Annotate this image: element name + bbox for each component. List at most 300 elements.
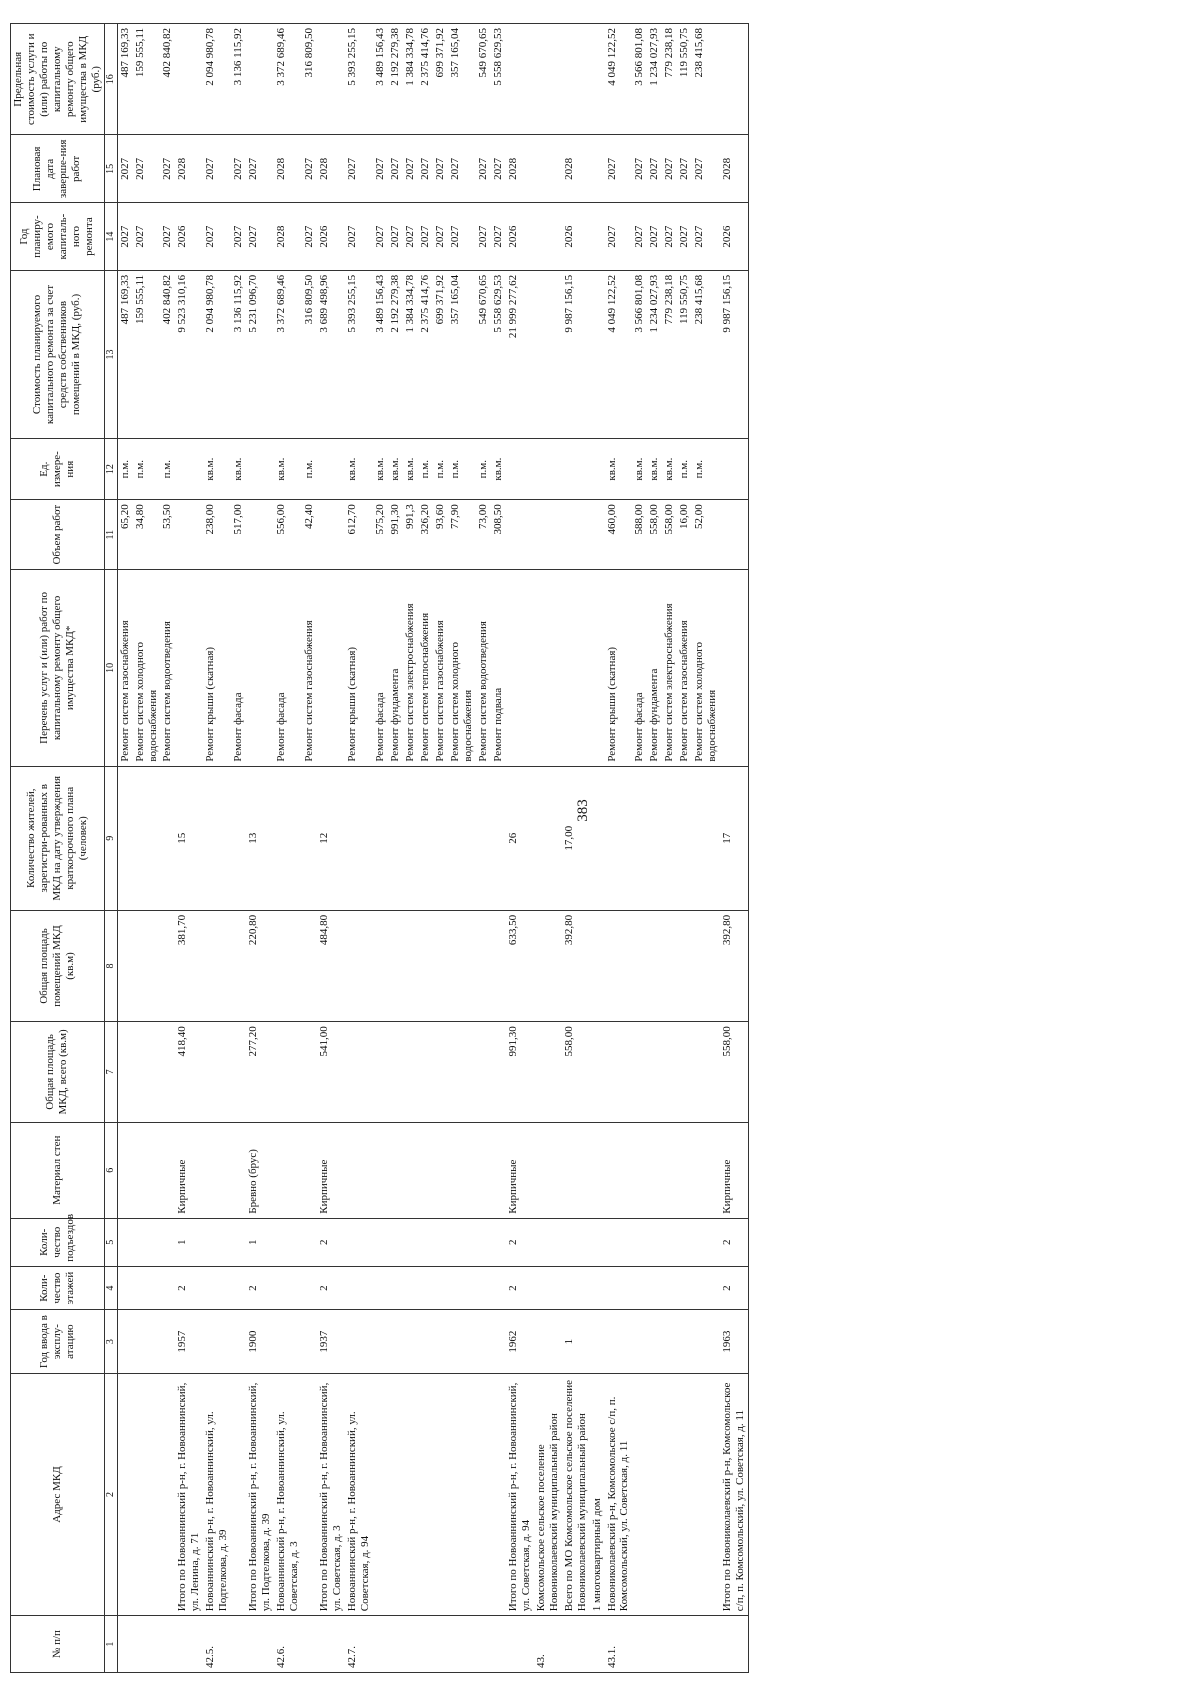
table-cell-col-13: 4 049 122,52 — [605, 270, 633, 438]
table-cell-col-9 — [534, 766, 562, 910]
column-number: 3 — [104, 1310, 117, 1373]
table-cell-col-6 — [345, 1122, 373, 1218]
table-cell-col-15: 2027 — [662, 135, 677, 203]
table-cell-col-15: 2028 — [562, 135, 590, 203]
table-cell-col-1 — [632, 1616, 647, 1673]
table-row — [476, 24, 491, 1673]
table-cell-col-13 — [534, 270, 562, 438]
table-cell-col-9 — [274, 766, 302, 910]
table-cell-col-12: п.м. — [476, 439, 491, 500]
table-cell-col-5 — [388, 1218, 403, 1266]
column-number: 13 — [104, 270, 117, 438]
table-cell-col-14 — [590, 203, 605, 271]
table-cell-col-9: 26 — [506, 766, 534, 910]
table-cell-col-1 — [133, 1616, 161, 1673]
table-cell-col-8 — [662, 910, 677, 1021]
header-cell: Адрес МКД — [11, 1373, 105, 1615]
table-cell-col-14: 2027 — [345, 203, 373, 271]
table-cell-col-5 — [302, 1218, 317, 1266]
table-cell-col-3 — [647, 1310, 662, 1373]
table-cell-col-10: Ремонт систем газоснабжения — [302, 570, 317, 767]
table-cell-col-5 — [403, 1218, 418, 1266]
table-cell-col-13: 487 169,33 — [117, 270, 132, 438]
table-cell-col-14: 2026 — [562, 203, 590, 271]
table-cell-col-14: 2027 — [160, 203, 175, 271]
table-cell-col-10: Ремонт систем газоснабжения — [433, 570, 448, 767]
table-cell-col-15: 2028 — [506, 135, 534, 203]
table-cell-col-11 — [562, 500, 590, 570]
table-cell-col-6 — [476, 1122, 491, 1218]
table-cell-col-3 — [418, 1310, 433, 1373]
table-cell-col-16 — [720, 24, 748, 136]
table-cell-col-4 — [448, 1266, 476, 1310]
table-cell-col-7 — [388, 1022, 403, 1122]
table-cell-col-5 — [692, 1218, 720, 1266]
table-cell-col-4 — [647, 1266, 662, 1310]
table-cell-col-6 — [677, 1122, 692, 1218]
table-row — [632, 24, 647, 1673]
table-cell-col-16: 2 094 980,78 — [203, 24, 231, 136]
table-cell-col-1 — [647, 1616, 662, 1673]
table-cell-col-15: 2027 — [491, 135, 506, 203]
table-cell-col-16: 5 393 255,15 — [345, 24, 373, 136]
table-cell-col-8 — [203, 910, 231, 1021]
table-cell-col-1: 42.5. — [203, 1616, 231, 1673]
table-cell-col-3: 1937 — [317, 1310, 345, 1373]
table-cell-col-16: 119 550,75 — [677, 24, 692, 136]
table-cell-col-2 — [133, 1373, 161, 1615]
table-cell-col-7 — [433, 1022, 448, 1122]
table-cell-col-7 — [231, 1022, 246, 1122]
table-cell-col-6 — [418, 1122, 433, 1218]
table-cell-col-10: Ремонт крыши (скатная) — [345, 570, 373, 767]
table-cell-col-14: 2027 — [133, 203, 161, 271]
table-row — [302, 24, 317, 1673]
table-cell-col-16: 238 415,68 — [692, 24, 720, 136]
table-cell-col-3 — [203, 1310, 231, 1373]
table-cell-col-6 — [373, 1122, 388, 1218]
table-cell-col-11: 238,00 — [203, 500, 231, 570]
table-cell-col-16: 5 558 629,53 — [491, 24, 506, 136]
table-cell-col-3 — [590, 1310, 605, 1373]
header-cell: № п/п — [11, 1616, 105, 1673]
table-cell-col-13: 2 375 414,76 — [418, 270, 433, 438]
table-cell-col-6 — [647, 1122, 662, 1218]
table-row — [491, 24, 506, 1673]
table-cell-col-8 — [534, 910, 562, 1021]
table-cell-col-4 — [160, 1266, 175, 1310]
table-cell-col-7: 558,00 — [720, 1022, 748, 1122]
table-cell-col-5 — [418, 1218, 433, 1266]
header-cell: Коли-чество этажей — [11, 1266, 105, 1310]
table-cell-col-15: 2028 — [720, 135, 748, 203]
table-cell-col-3 — [448, 1310, 476, 1373]
table-row — [403, 24, 418, 1673]
table-cell-col-9 — [605, 766, 633, 910]
column-number: 7 — [104, 1022, 117, 1122]
table-row — [231, 24, 246, 1673]
table-cell-col-6 — [433, 1122, 448, 1218]
table-cell-col-9 — [476, 766, 491, 910]
table-cell-col-16: 3 136 115,92 — [231, 24, 246, 136]
table-cell-col-10: Ремонт фундамента — [647, 570, 662, 767]
table-cell-col-8 — [605, 910, 633, 1021]
table-cell-col-14 — [534, 203, 562, 271]
table-cell-col-12 — [720, 439, 748, 500]
table-cell-col-10: Ремонт крыши (скатная) — [605, 570, 633, 767]
table-cell-col-13: 1 384 334,78 — [403, 270, 418, 438]
table-cell-col-10: Ремонт фасада — [274, 570, 302, 767]
table-cell-col-2: Итого по Новоаннинский р-н, г. Новоаннинский, ул. Ленина, д. 71 — [175, 1373, 203, 1615]
table-cell-col-2 — [160, 1373, 175, 1615]
table-cell-col-2 — [491, 1373, 506, 1615]
table-cell-col-9 — [692, 766, 720, 910]
table-cell-col-12: кв.м. — [274, 439, 302, 500]
table-cell-col-15: 2027 — [476, 135, 491, 203]
table-cell-col-9 — [117, 766, 132, 910]
table-cell-col-15: 2027 — [418, 135, 433, 203]
table-cell-col-7 — [274, 1022, 302, 1122]
table-cell-col-9 — [418, 766, 433, 910]
table-cell-col-13: 3 689 498,96 — [317, 270, 345, 438]
table-cell-col-15: 2027 — [203, 135, 231, 203]
table-cell-col-4 — [491, 1266, 506, 1310]
table-cell-col-3 — [388, 1310, 403, 1373]
table-cell-col-3: 1962 — [506, 1310, 534, 1373]
table-cell-col-8 — [590, 910, 605, 1021]
table-cell-col-3 — [692, 1310, 720, 1373]
table-cell-col-6 — [534, 1122, 562, 1218]
header-cell: Предельная стоимость услуги и (или) работы по капитальному ремонту общего имущества в МКД (руб.) — [11, 24, 105, 136]
table-row — [345, 24, 373, 1673]
table-cell-col-11: 517,00 — [231, 500, 246, 570]
table-cell-col-10 — [534, 570, 562, 767]
table-cell-col-13: 316 809,50 — [302, 270, 317, 438]
table-cell-col-2: Всего по МО Комсомольское сельское поселение Новониколаевский муниципальный район — [562, 1373, 590, 1615]
table-cell-col-11: 65,20 — [117, 500, 132, 570]
table-cell-col-9 — [345, 766, 373, 910]
table-cell-col-6 — [605, 1122, 633, 1218]
column-number: 14 — [104, 203, 117, 271]
table-cell-col-8: 220,80 — [246, 910, 274, 1021]
table-cell-col-13 — [590, 270, 605, 438]
column-number: 4 — [104, 1266, 117, 1310]
table-cell-col-13: 119 550,75 — [677, 270, 692, 438]
table-cell-col-8: 381,70 — [175, 910, 203, 1021]
table-cell-col-3 — [632, 1310, 647, 1373]
table-cell-col-6 — [403, 1122, 418, 1218]
table-cell-col-14: 2027 — [302, 203, 317, 271]
table-cell-col-12: п.м. — [448, 439, 476, 500]
table-row — [506, 24, 534, 1673]
table-cell-col-1: 43. — [534, 1616, 562, 1673]
column-number: 16 — [104, 24, 117, 136]
table-cell-col-1 — [662, 1616, 677, 1673]
table-cell-col-8 — [476, 910, 491, 1021]
table-cell-col-2 — [418, 1373, 433, 1615]
table-cell-col-2 — [403, 1373, 418, 1615]
table-cell-col-12 — [506, 439, 534, 500]
table-cell-col-11 — [246, 500, 274, 570]
table-cell-col-4 — [388, 1266, 403, 1310]
table-cell-col-9 — [373, 766, 388, 910]
table-cell-col-16: 402 840,82 — [160, 24, 175, 136]
table-cell-col-4 — [476, 1266, 491, 1310]
table-cell-col-9 — [203, 766, 231, 910]
table-cell-col-5 — [491, 1218, 506, 1266]
table-cell-col-5 — [448, 1218, 476, 1266]
table-cell-col-13: 549 670,65 — [476, 270, 491, 438]
table-cell-col-8: 633,50 — [506, 910, 534, 1021]
table-cell-col-1 — [448, 1616, 476, 1673]
table-cell-col-6: Кирпичные — [720, 1122, 748, 1218]
table-cell-col-13: 9 987 156,15 — [562, 270, 590, 438]
table-cell-col-14: 2027 — [117, 203, 132, 271]
table-cell-col-14: 2027 — [677, 203, 692, 271]
table-cell-col-5 — [476, 1218, 491, 1266]
column-number: 1 — [104, 1616, 117, 1673]
table-cell-col-16: 3 489 156,43 — [373, 24, 388, 136]
table-cell-col-15: 2027 — [345, 135, 373, 203]
table-cell-col-4 — [692, 1266, 720, 1310]
table-cell-col-7 — [590, 1022, 605, 1122]
table-cell-col-12: п.м. — [133, 439, 161, 500]
table-cell-col-9 — [160, 766, 175, 910]
table-row — [562, 24, 590, 1673]
table-cell-col-11: 556,00 — [274, 500, 302, 570]
table-cell-col-6 — [448, 1122, 476, 1218]
table-cell-col-4 — [345, 1266, 373, 1310]
header-row — [11, 24, 105, 1673]
table-cell-col-12 — [590, 439, 605, 500]
table-cell-col-2 — [677, 1373, 692, 1615]
table-cell-col-16: 316 809,50 — [302, 24, 317, 136]
table-cell-col-12: кв.м. — [403, 439, 418, 500]
table-cell-col-11: 308,50 — [491, 500, 506, 570]
table-cell-col-3 — [160, 1310, 175, 1373]
table-cell-col-3 — [605, 1310, 633, 1373]
table-row — [160, 24, 175, 1673]
table-cell-col-16 — [506, 24, 534, 136]
table-cell-col-15: 2027 — [433, 135, 448, 203]
table-cell-col-9 — [590, 766, 605, 910]
table-cell-col-2 — [302, 1373, 317, 1615]
table-cell-col-4: 2 — [506, 1266, 534, 1310]
table-cell-col-7: 558,00 — [562, 1022, 590, 1122]
table-cell-col-8 — [647, 910, 662, 1021]
column-number: 12 — [104, 439, 117, 500]
table-cell-col-12 — [317, 439, 345, 500]
table-cell-col-7: 277,20 — [246, 1022, 274, 1122]
table-cell-col-3 — [133, 1310, 161, 1373]
header-cell: Год планиру-емого капиталь-ного ремонта — [11, 203, 105, 271]
table-cell-col-13: 402 840,82 — [160, 270, 175, 438]
table-cell-col-3 — [433, 1310, 448, 1373]
table-cell-col-11: 588,00 — [632, 500, 647, 570]
header-cell: Количество жителей, зарегистри-рованных в МКД на дату утверждения краткосрочного плана (человек) — [11, 766, 105, 910]
table-cell-col-2: Итого по Новоаннинский р-н, г. Новоаннинский, ул. Подтелкова, д. 39 — [246, 1373, 274, 1615]
table-cell-col-5 — [231, 1218, 246, 1266]
table-cell-col-11: 53,50 — [160, 500, 175, 570]
table-cell-col-8 — [632, 910, 647, 1021]
table-cell-col-5 — [677, 1218, 692, 1266]
table-cell-col-15: 2027 — [231, 135, 246, 203]
table-cell-col-16: 3 372 689,46 — [274, 24, 302, 136]
table-cell-col-14: 2027 — [491, 203, 506, 271]
table-cell-col-7 — [692, 1022, 720, 1122]
table-cell-col-9 — [231, 766, 246, 910]
table-cell-col-7 — [203, 1022, 231, 1122]
table-cell-col-13: 238 415,68 — [692, 270, 720, 438]
table-cell-col-5 — [274, 1218, 302, 1266]
table-cell-col-11: 34,80 — [133, 500, 161, 570]
table-cell-col-16: 549 670,65 — [476, 24, 491, 136]
table-cell-col-2 — [632, 1373, 647, 1615]
table-cell-col-15: 2027 — [605, 135, 633, 203]
table-cell-col-7 — [117, 1022, 132, 1122]
table-cell-col-6 — [590, 1122, 605, 1218]
table-cell-col-3 — [476, 1310, 491, 1373]
table-cell-col-15: 2027 — [160, 135, 175, 203]
table-cell-col-3: 1 — [562, 1310, 590, 1373]
table-cell-col-11: 73,00 — [476, 500, 491, 570]
table-cell-col-11: 558,00 — [662, 500, 677, 570]
table-cell-col-4 — [274, 1266, 302, 1310]
table-row — [677, 24, 692, 1673]
table-cell-col-2: Комсомольское сельское поселение Новониколаевский муниципальный район — [534, 1373, 562, 1615]
table-cell-col-15: 2027 — [302, 135, 317, 203]
table-cell-col-11: 575,20 — [373, 500, 388, 570]
table-cell-col-15: 2027 — [133, 135, 161, 203]
table-cell-col-10 — [317, 570, 345, 767]
table-cell-col-14: 2026 — [720, 203, 748, 271]
table-cell-col-13: 21 999 277,62 — [506, 270, 534, 438]
table-cell-col-12: п.м. — [433, 439, 448, 500]
table-cell-col-8 — [160, 910, 175, 1021]
table-cell-col-4 — [590, 1266, 605, 1310]
table-cell-col-11: 991,30 — [388, 500, 403, 570]
table-cell-col-15: 2027 — [692, 135, 720, 203]
table-cell-col-2 — [231, 1373, 246, 1615]
table-cell-col-12: кв.м. — [388, 439, 403, 500]
table-row — [317, 24, 345, 1673]
table-cell-col-10: Ремонт систем холодного водоснабжения — [133, 570, 161, 767]
table-cell-col-8 — [117, 910, 132, 1021]
table-cell-col-13: 3 136 115,92 — [231, 270, 246, 438]
table-row — [175, 24, 203, 1673]
table-cell-col-2: Итого по Новоаннинский р-н, г. Новоаннинский, ул. Советская, д. 94 — [506, 1373, 534, 1615]
table-cell-col-14: 2027 — [433, 203, 448, 271]
table-cell-col-10: Ремонт систем водоотведения — [476, 570, 491, 767]
table-cell-col-5 — [433, 1218, 448, 1266]
column-number: 6 — [104, 1122, 117, 1218]
table-cell-col-12: кв.м. — [373, 439, 388, 500]
column-number: 11 — [104, 500, 117, 570]
table-cell-col-10: Ремонт систем электроснабжения — [403, 570, 418, 767]
table-cell-col-1 — [403, 1616, 418, 1673]
table-cell-col-5 — [632, 1218, 647, 1266]
table-cell-col-4 — [133, 1266, 161, 1310]
table-cell-col-9 — [632, 766, 647, 910]
table-cell-col-6 — [662, 1122, 677, 1218]
table-cell-col-12: п.м. — [117, 439, 132, 500]
table-cell-col-14: 2027 — [246, 203, 274, 271]
table-cell-col-8: 392,80 — [720, 910, 748, 1021]
header-cell: Год ввода в эксплу-атацию — [11, 1310, 105, 1373]
table-cell-col-10 — [175, 570, 203, 767]
table-cell-col-16 — [246, 24, 274, 136]
table-cell-col-10: Ремонт систем водоотведения — [160, 570, 175, 767]
table-cell-col-9: 15 — [175, 766, 203, 910]
table-cell-col-13: 1 234 027,93 — [647, 270, 662, 438]
header-cell: Коли-чество подъездов — [11, 1218, 105, 1266]
table-cell-col-11 — [175, 500, 203, 570]
table-cell-col-8: 484,80 — [317, 910, 345, 1021]
table-cell-col-6 — [160, 1122, 175, 1218]
table-cell-col-7 — [534, 1022, 562, 1122]
table-cell-col-6 — [117, 1122, 132, 1218]
table-cell-col-15: 2027 — [373, 135, 388, 203]
table-cell-col-1 — [692, 1616, 720, 1673]
table-cell-col-14: 2026 — [175, 203, 203, 271]
table-cell-col-1 — [590, 1616, 605, 1673]
table-cell-col-7 — [160, 1022, 175, 1122]
table-cell-col-5: 1 — [175, 1218, 203, 1266]
table-cell-col-1 — [433, 1616, 448, 1673]
table-cell-col-4 — [117, 1266, 132, 1310]
table-cell-col-10: Ремонт подвала — [491, 570, 506, 767]
table-cell-col-16 — [534, 24, 562, 136]
table-cell-col-10 — [590, 570, 605, 767]
table-cell-col-7 — [403, 1022, 418, 1122]
table-row — [692, 24, 720, 1673]
table-row — [662, 24, 677, 1673]
table-cell-col-3: 1957 — [175, 1310, 203, 1373]
table-cell-col-7 — [677, 1022, 692, 1122]
table-cell-col-6 — [562, 1122, 590, 1218]
table-cell-col-12 — [246, 439, 274, 500]
table-cell-col-7 — [373, 1022, 388, 1122]
table-cell-col-9 — [677, 766, 692, 910]
table-row — [274, 24, 302, 1673]
table-cell-col-9 — [388, 766, 403, 910]
table-cell-col-5: 2 — [506, 1218, 534, 1266]
header-cell: Объем работ — [11, 500, 105, 570]
table-cell-col-1 — [677, 1616, 692, 1673]
table-cell-col-15: 2027 — [403, 135, 418, 203]
table-cell-col-16 — [317, 24, 345, 136]
table-cell-col-12 — [175, 439, 203, 500]
table-cell-col-4 — [605, 1266, 633, 1310]
table-cell-col-3 — [677, 1310, 692, 1373]
table-cell-col-8 — [274, 910, 302, 1021]
table-cell-col-7: 541,00 — [317, 1022, 345, 1122]
table-cell-col-8: 392,80 — [562, 910, 590, 1021]
table-cell-col-15 — [590, 135, 605, 203]
table-cell-col-11: 52,00 — [692, 500, 720, 570]
table-cell-col-16: 2 192 279,38 — [388, 24, 403, 136]
table-cell-col-1 — [175, 1616, 203, 1673]
table-cell-col-13: 5 231 096,70 — [246, 270, 274, 438]
table-cell-col-16 — [562, 24, 590, 136]
table-cell-col-6 — [388, 1122, 403, 1218]
table-cell-col-15: 2027 — [632, 135, 647, 203]
table-cell-col-2: Новониколаевский р-н, Комсомольское с/п, п. Комсомольский, ул. Советская, д. 11 — [605, 1373, 633, 1615]
table-cell-col-2: Новоаннинский р-н, г. Новоаннинский, ул. Советская, д. 94 — [345, 1373, 373, 1615]
table-cell-col-1 — [476, 1616, 491, 1673]
table-row — [605, 24, 633, 1673]
table-cell-col-14: 2026 — [506, 203, 534, 271]
